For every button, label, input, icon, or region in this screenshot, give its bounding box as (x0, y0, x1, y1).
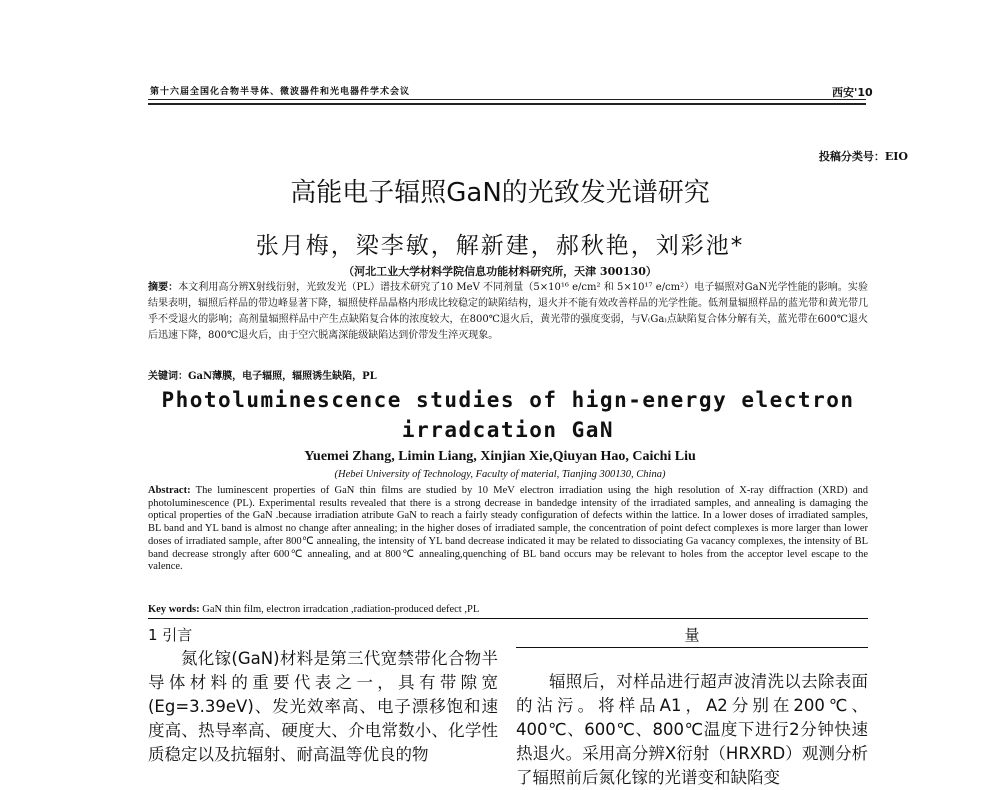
keywords-en-text: GaN thin film, electron irradcation ,radiation-produced defect ,PL (202, 604, 480, 615)
running-header-year: 西安'10 (832, 86, 873, 99)
right-column-paragraph: 辐照后，对样品进行超声波清洗以去除表面的沾污。将样品A1，A2分别在200℃、400℃、600℃、800℃温度下进行2分钟快速热退火。采用高分辨X衍射（HRXRD）观测分析了辐照前后氮化镓的光谱变和缺陷变 (516, 672, 868, 787)
section-heading-introduction: 1 引言 (148, 626, 193, 644)
right-column-rule (516, 647, 868, 648)
right-column (516, 624, 868, 790)
keywords-rule (148, 618, 868, 619)
authors-en: Yuemei Zhang, Limin Liang, Xinjian Xie,Qiuyan Hao, Caichi Liu (304, 449, 696, 464)
affiliation-zh: （河北工业大学材料学院信息功能材料研究所，天津 300130） (343, 265, 657, 278)
keywords-en-label: Key words: (148, 604, 200, 615)
header-rule (148, 99, 866, 100)
paper-title-en: Photoluminescence studies of hign-energy electron irradcation GaN (161, 388, 855, 442)
paper-title-zh: 高能电子辐照GaN的光致发光谱研究 (290, 178, 710, 208)
right-column-heading: 量 (684, 626, 700, 644)
abstract-zh (148, 280, 868, 344)
header-rule-thick (148, 103, 866, 105)
abstract-en (148, 485, 868, 574)
left-column (148, 624, 498, 767)
introduction-paragraph: 氮化镓(GaN)材料是第三代宽禁带化合物半导体材料的重要代表之一，具有带隙宽(Eg=3.39eV)、发光效率高、电子漂移饱和速度高、热导率高、硬度大、介电常数小、化学性质稳定以及抗辐射、耐高温等优良的物 (148, 649, 498, 764)
abstract-en-text: The luminescent properties of GaN thin films are studied by 10 MeV electron irradiation using the high resolution of X-ray diffraction (XRD) and photoluminescence (PL). Experimental results revealed that there is a strong decrease in bandedge intensity of the irradiated samples, and annealing is damaging the optical properties of the GaN .because irradiation atribute GaN to reach a fairly steady configuration of defects within the lattice. In a lower doses of irradiated samples, BL band and YL band is almost no change after annealing; in the higher doses of irradiated sample, the concentration of point defect complexes is more larger than lower doses of irradiated sample, after 800℃ annealing, the intensity of YL band decrease indicated it may be related to dissociating Ga vacancy complexes, the intensity of BL band decrease strongly after 600℃ annealing, and at 800℃ annealing,quenching of BL band occurs may be relevant to holes from the acceptor level escape to the valence. (148, 485, 868, 573)
affiliation-en: (Hebei University of Technology, Faculty of material, Tianjing 300130, China) (334, 469, 666, 480)
keywords-zh (148, 367, 868, 382)
keywords-en (148, 604, 868, 615)
abstract-zh-label: 摘要： (148, 282, 179, 293)
running-header-conference: 第十六届全国化合物半导体、微波器件和光电器件学术会议 (150, 87, 411, 97)
authors-zh: 张月梅，梁李敏，解新建，郝秋艳，刘彩池* (255, 233, 745, 259)
abstract-zh-text: 本文利用高分辨X射线衍射，光致发光（PL）谱技术研究了10 MeV 不同剂量（5×10¹⁶ e/cm² 和 5×10¹⁷ e/cm²）电子辐照对GaN光学性能的影响。实验结果表明，辐照后样品的带边峰显著下降，辐照使样品晶格内形成比较稳定的缺陷结构，退火并不能有效改善样品的光学性能。低剂量辐照样品的蓝光带和黄光带几乎不受退火的影响；高剂量辐照样品中产生点缺陷复合体的浓度较大，在800℃退火后，黄光带的强度变弱，与V₍Ga₎点缺陷复合体分解有关，蓝光带在600℃退火后迅速下降，800℃退火后，由于空穴脱离深能级缺陷达到价带发生淬灭现象。 (148, 282, 868, 341)
keywords-zh-label: 关键词： (148, 371, 188, 382)
keywords-zh-text: GaN薄膜，电子辐照，辐照诱生缺陷，PL (188, 371, 377, 382)
classification-number: 投稿分类号：EIO (818, 150, 908, 163)
abstract-en-label: Abstract: (148, 485, 191, 496)
